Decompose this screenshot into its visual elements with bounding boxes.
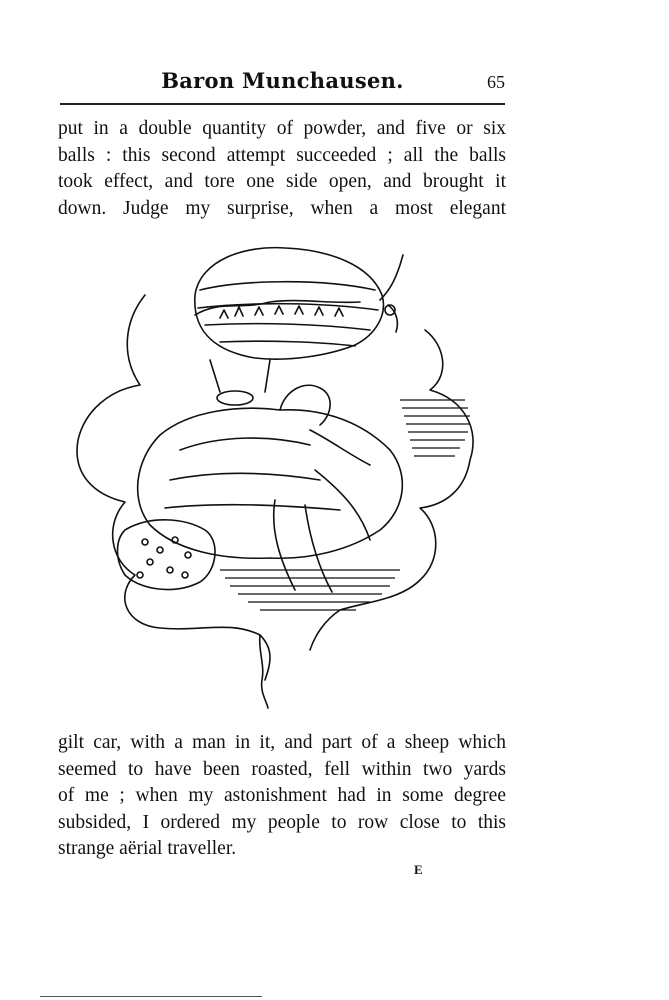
balloon-car-illustration [70,240,500,710]
text-line: seemed to have been roasted, fell within two yards [58,758,506,780]
running-title: Baron Munchausen. [161,68,404,93]
page-number: 65 [487,72,505,92]
header-rule [60,103,505,105]
text-line: took effect, and tore one side open, and brought it [58,171,506,192]
text-line: balls : this second attempt succeeded ; all the balls [58,144,506,166]
text-line: put in a double quantity of powder, and five or six [58,118,506,139]
text-line: subsided, I ordered my people to row close to this [58,811,506,833]
paragraph-bottom [58,730,506,863]
signature-mark: E [414,862,423,877]
footer-rule [40,996,262,997]
text-line: of me ; when my astonishment had in some degree [58,785,506,806]
text-line: gilt car, with a man in it, and part of a sheep which [58,732,506,753]
paragraph-top [58,116,506,222]
text-line: down. Judge my surprise, when a most elegant [58,197,506,219]
page-header [60,68,505,102]
text-line: strange aërial traveller. [58,838,237,859]
